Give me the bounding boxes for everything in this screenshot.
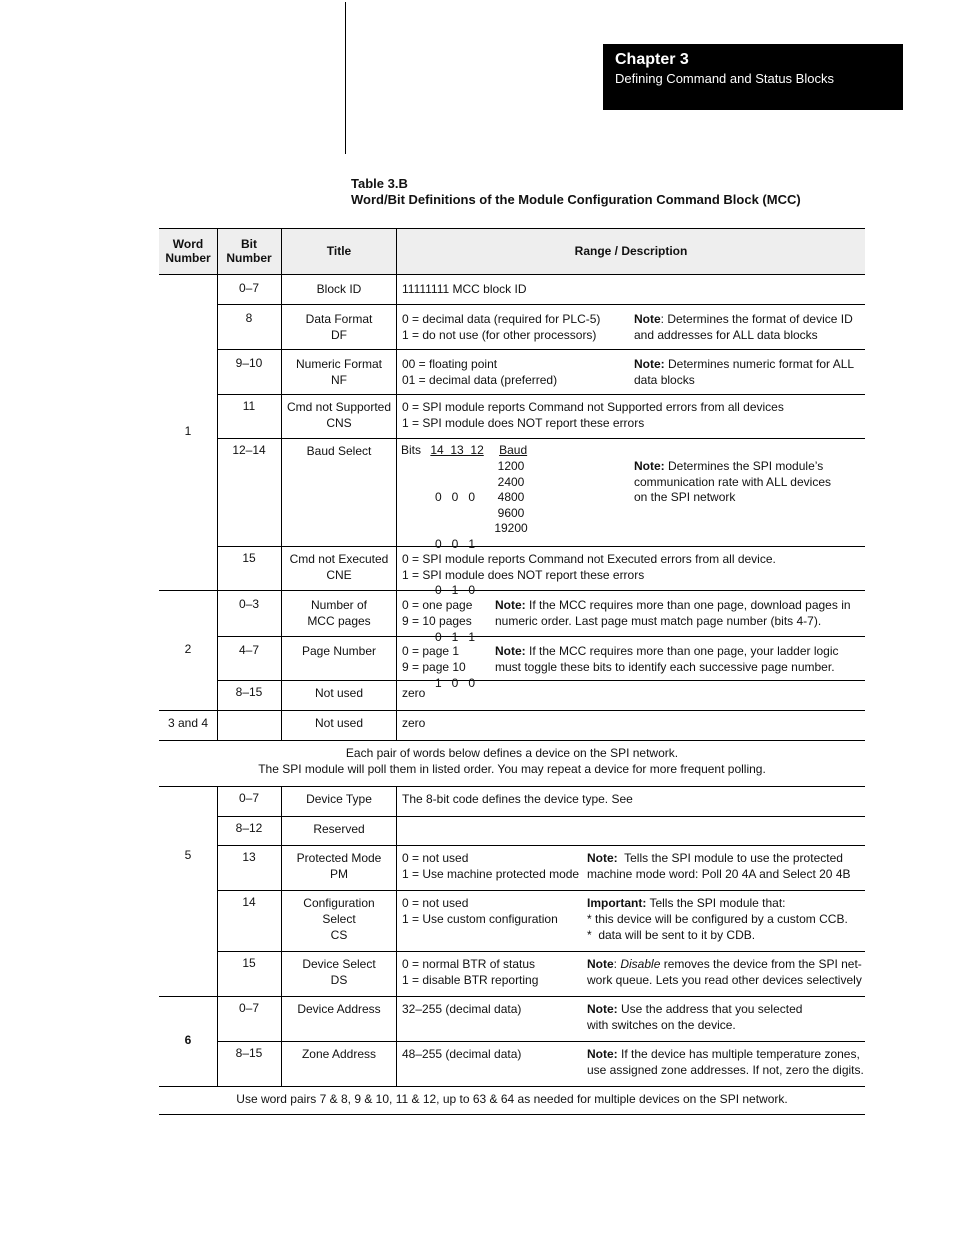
- field-range: 32–255 (decimal data): [402, 1002, 522, 1016]
- bit-number: 12–14: [232, 443, 266, 457]
- title-line: Select: [322, 912, 356, 926]
- field-range: [397, 546, 865, 590]
- range-line: 9 = page 10: [402, 660, 466, 674]
- note-label: Important:: [587, 896, 647, 910]
- header-title: Title: [326, 244, 352, 258]
- bits-columns: 14 13 12: [430, 443, 484, 457]
- bit-number: 11: [242, 399, 256, 413]
- field-range: zero: [402, 686, 426, 700]
- rule: [159, 228, 865, 229]
- note-text: Tells the SPI module to use the protected: [617, 851, 843, 865]
- range-line: 1 = Use custom configuration: [402, 912, 558, 926]
- table-row: [159, 1041, 865, 1086]
- table-row: [159, 786, 865, 816]
- word-number-1: 1: [184, 424, 192, 438]
- baud-value: 4800: [497, 490, 525, 504]
- title-abbr: MCC pages: [307, 614, 371, 628]
- field-note: [634, 311, 853, 343]
- table-row: [159, 394, 865, 438]
- chapter-title: Defining Command and Status Blocks: [615, 71, 834, 86]
- title-line: Configuration: [303, 896, 375, 910]
- note-text: Use the address that you selected: [617, 1002, 803, 1016]
- field-note: [587, 956, 862, 988]
- field-title: [281, 890, 397, 951]
- note-text: numeric order. Last page must match page number (bits 4-7).: [495, 614, 822, 628]
- note-text: machine mode word: Poll 20 4A and Select 20 4B: [587, 867, 851, 881]
- title-abbr: CNE: [326, 568, 352, 582]
- header-range: Range / Description: [574, 244, 688, 258]
- range-line: 0 = one page: [402, 598, 473, 612]
- bits-value: 0 1 1: [435, 629, 476, 644]
- bits-value: 0 1 0: [435, 583, 476, 597]
- note-text: work queue. Lets you read other devices selectively: [587, 973, 862, 987]
- note-text: If the MCC requires more than one page, download pages in: [525, 598, 851, 612]
- note-text: Determines numeric format for ALL: [664, 357, 855, 371]
- table-row: [159, 816, 865, 845]
- bits-value: 1 0 0: [435, 676, 476, 690]
- field-range: The 8-bit code defines the device type. See: [402, 792, 633, 806]
- note-label: Note:: [495, 598, 526, 612]
- baud-value: 2400: [497, 474, 525, 489]
- field-title: Device Address: [297, 1002, 381, 1016]
- rule: [159, 740, 865, 741]
- title-abbr: CNS: [326, 416, 352, 430]
- bit-number: 4–7: [238, 643, 260, 657]
- field-range: 11111111 MCC block ID: [402, 282, 527, 296]
- field-title: Reserved: [313, 822, 365, 836]
- note-label: Note:: [587, 1002, 618, 1016]
- separator-line: The SPI module will poll them in listed order. You may repeat a device for more frequent polling.: [258, 762, 766, 776]
- range-line: 01 = decimal data (preferred): [402, 373, 558, 387]
- range-line: 0 = page 1: [402, 644, 460, 658]
- table-row: [159, 304, 865, 349]
- range-line: 9 = 10 pages: [402, 614, 472, 628]
- field-title: [281, 304, 397, 349]
- field-title: Page Number: [301, 644, 377, 658]
- field-title: Zone Address: [301, 1047, 377, 1061]
- bit-number: 8: [245, 311, 253, 325]
- note-text: removes the device from the SPI net-: [660, 957, 862, 971]
- field-range: 48–255 (decimal data): [402, 1047, 522, 1061]
- field-note: [495, 643, 839, 675]
- field-note: [587, 1001, 802, 1033]
- baud-value: 19200: [494, 521, 528, 535]
- note-text: If the MCC requires more than one page, your ladder logic: [525, 644, 839, 658]
- range-line: 1 = SPI module does NOT report these errors: [402, 416, 645, 430]
- field-title: [281, 845, 397, 890]
- note-text: must toggle these bits to identify each successive page number.: [495, 660, 835, 674]
- note-label: Note:: [587, 851, 618, 865]
- header-bit: Bit Number: [226, 237, 272, 265]
- note-label: Note:: [587, 1047, 618, 1061]
- bits-value: 0 0 1: [435, 536, 476, 551]
- note-text: * data will be sent to it by CDB.: [587, 928, 756, 942]
- rule: [159, 1114, 865, 1115]
- bits-value: 0 0 0: [435, 490, 476, 504]
- separator-note: [159, 745, 865, 777]
- field-title: Device Type: [306, 792, 372, 806]
- chapter-number: Chapter 3: [615, 51, 689, 68]
- baud-value: 9600: [497, 505, 525, 520]
- note-text: Tells the SPI module that:: [646, 896, 786, 910]
- field-title: [281, 590, 397, 636]
- bits-label: Bits: [401, 443, 422, 457]
- range-line: 1 = disable BTR reporting: [402, 973, 539, 987]
- note-label: Note: [587, 957, 614, 971]
- bit-number: 8–15: [235, 685, 263, 699]
- word-number-2: 2: [184, 642, 192, 656]
- note-text: : Determines the format of device ID: [660, 312, 853, 326]
- bit-number: 0–7: [238, 791, 260, 805]
- range-line: 0 = not used: [402, 896, 469, 910]
- margin-rule: [345, 2, 346, 154]
- bit-number: 8–15: [235, 1046, 263, 1060]
- table-row: [159, 590, 865, 636]
- field-note: [495, 597, 851, 629]
- range-line: 00 = floating point: [402, 357, 498, 371]
- title-line: Numeric Format: [295, 357, 382, 371]
- range-line: 0 = SPI module reports Command not Executed errors from all device.: [402, 552, 776, 566]
- field-note: [587, 1046, 864, 1078]
- table-row: [159, 951, 865, 996]
- table-row: [159, 680, 865, 710]
- table-caption: [351, 176, 801, 208]
- note-text: communication rate with ALL devices: [634, 474, 831, 489]
- field-range: zero: [402, 716, 426, 730]
- field-title: [281, 546, 397, 590]
- note-text: and addresses for ALL data blocks: [634, 328, 818, 342]
- word-number-6: 6: [184, 1033, 192, 1047]
- field-title: Not used: [314, 686, 364, 700]
- note-label: Note:: [634, 459, 665, 473]
- range-line: 1 = do not use (for other processors): [402, 328, 597, 342]
- note-text: use assigned zone addresses. If not, zero the digits.: [587, 1063, 864, 1077]
- field-note: [587, 850, 851, 882]
- bit-number: 15: [242, 551, 256, 565]
- bit-number: 13: [242, 850, 256, 864]
- table-label: Table 3.B: [351, 176, 408, 191]
- note-text: data blocks: [634, 373, 695, 387]
- baud-values: [493, 459, 529, 537]
- table-row: [159, 636, 865, 680]
- table-row: [159, 710, 865, 740]
- title-abbr: DF: [331, 328, 347, 342]
- note-text: on the SPI network: [634, 490, 736, 504]
- table-row: [159, 274, 865, 304]
- title-line: Cmd not Supported: [286, 400, 392, 414]
- note-emphasis: Disable: [620, 957, 661, 971]
- rule: [159, 1086, 865, 1087]
- title-line: Device Select: [302, 957, 376, 971]
- bit-number: 0–7: [238, 1001, 260, 1015]
- range-line: 0 = not used: [402, 851, 469, 865]
- table-row: [159, 996, 865, 1041]
- word-number-5: 5: [184, 848, 192, 862]
- table-row: [159, 546, 865, 590]
- table-title: Word/Bit Definitions of the Module Configuration Command Block (MCC): [351, 192, 801, 207]
- note-text: If the device has multiple temperature zones,: [617, 1047, 860, 1061]
- bit-number: 0–3: [238, 597, 260, 611]
- table-row: [159, 349, 865, 394]
- field-range: [397, 394, 865, 438]
- note-text: :: [613, 957, 621, 971]
- field-title: [281, 349, 397, 394]
- chapter-tab: [603, 44, 903, 110]
- baud-value: 1200: [497, 459, 525, 473]
- footer-note: Use word pairs 7 & 8, 9 & 10, 11 & 12, up to 63 & 64 as needed for multiple devices on the SPI network.: [236, 1092, 788, 1106]
- table-row: [159, 845, 865, 890]
- title-abbr: CS: [330, 928, 348, 942]
- table-row: [159, 890, 865, 951]
- note-label: Note:: [634, 357, 665, 371]
- title-abbr: PM: [330, 867, 348, 881]
- range-line: 0 = normal BTR of status: [402, 957, 536, 971]
- table-header: [159, 228, 865, 274]
- field-title: [281, 394, 397, 438]
- baud-header: [401, 443, 527, 459]
- field-note: [634, 459, 831, 506]
- range-line: 1 = SPI module does NOT report these errors: [402, 568, 645, 582]
- note-text: * this device will be configured by a custom CCB.: [587, 912, 848, 926]
- note-label: Note: [634, 312, 661, 326]
- range-line: 0 = SPI module reports Command not Supported errors from all devices: [402, 400, 784, 414]
- bit-number: 0–7: [238, 281, 260, 295]
- bit-number: 15: [242, 956, 256, 970]
- range-line: 1 = Use machine protected mode: [402, 867, 580, 881]
- field-note: [634, 356, 854, 388]
- note-text: with switches on the device.: [587, 1018, 736, 1032]
- title-abbr: NF: [331, 373, 347, 387]
- title-line: Data Format: [305, 312, 373, 326]
- separator-line: Each pair of words below defines a device on the SPI network.: [345, 746, 679, 760]
- field-title: Not used: [314, 716, 364, 730]
- title-line: Protected Mode: [296, 851, 382, 865]
- bit-number: 14: [242, 895, 256, 909]
- bit-number: 9–10: [235, 356, 263, 370]
- field-note: [587, 895, 848, 943]
- title-abbr: DS: [330, 973, 348, 987]
- title-line: Number of: [310, 598, 368, 612]
- word-number-3-4: 3 and 4: [167, 716, 209, 730]
- title-line: Cmd not Executed: [289, 552, 389, 566]
- baud-label: Baud: [499, 443, 528, 457]
- bit-number: 8–12: [235, 821, 263, 835]
- header-word: Word Number: [165, 237, 211, 265]
- field-title: Baud Select: [306, 444, 372, 458]
- note-label: Note:: [495, 644, 526, 658]
- field-title: Block ID: [316, 282, 362, 296]
- field-title: [281, 951, 397, 996]
- note-text: Determines the SPI module’s: [664, 459, 824, 473]
- range-line: 0 = decimal data (required for PLC-5): [402, 312, 601, 326]
